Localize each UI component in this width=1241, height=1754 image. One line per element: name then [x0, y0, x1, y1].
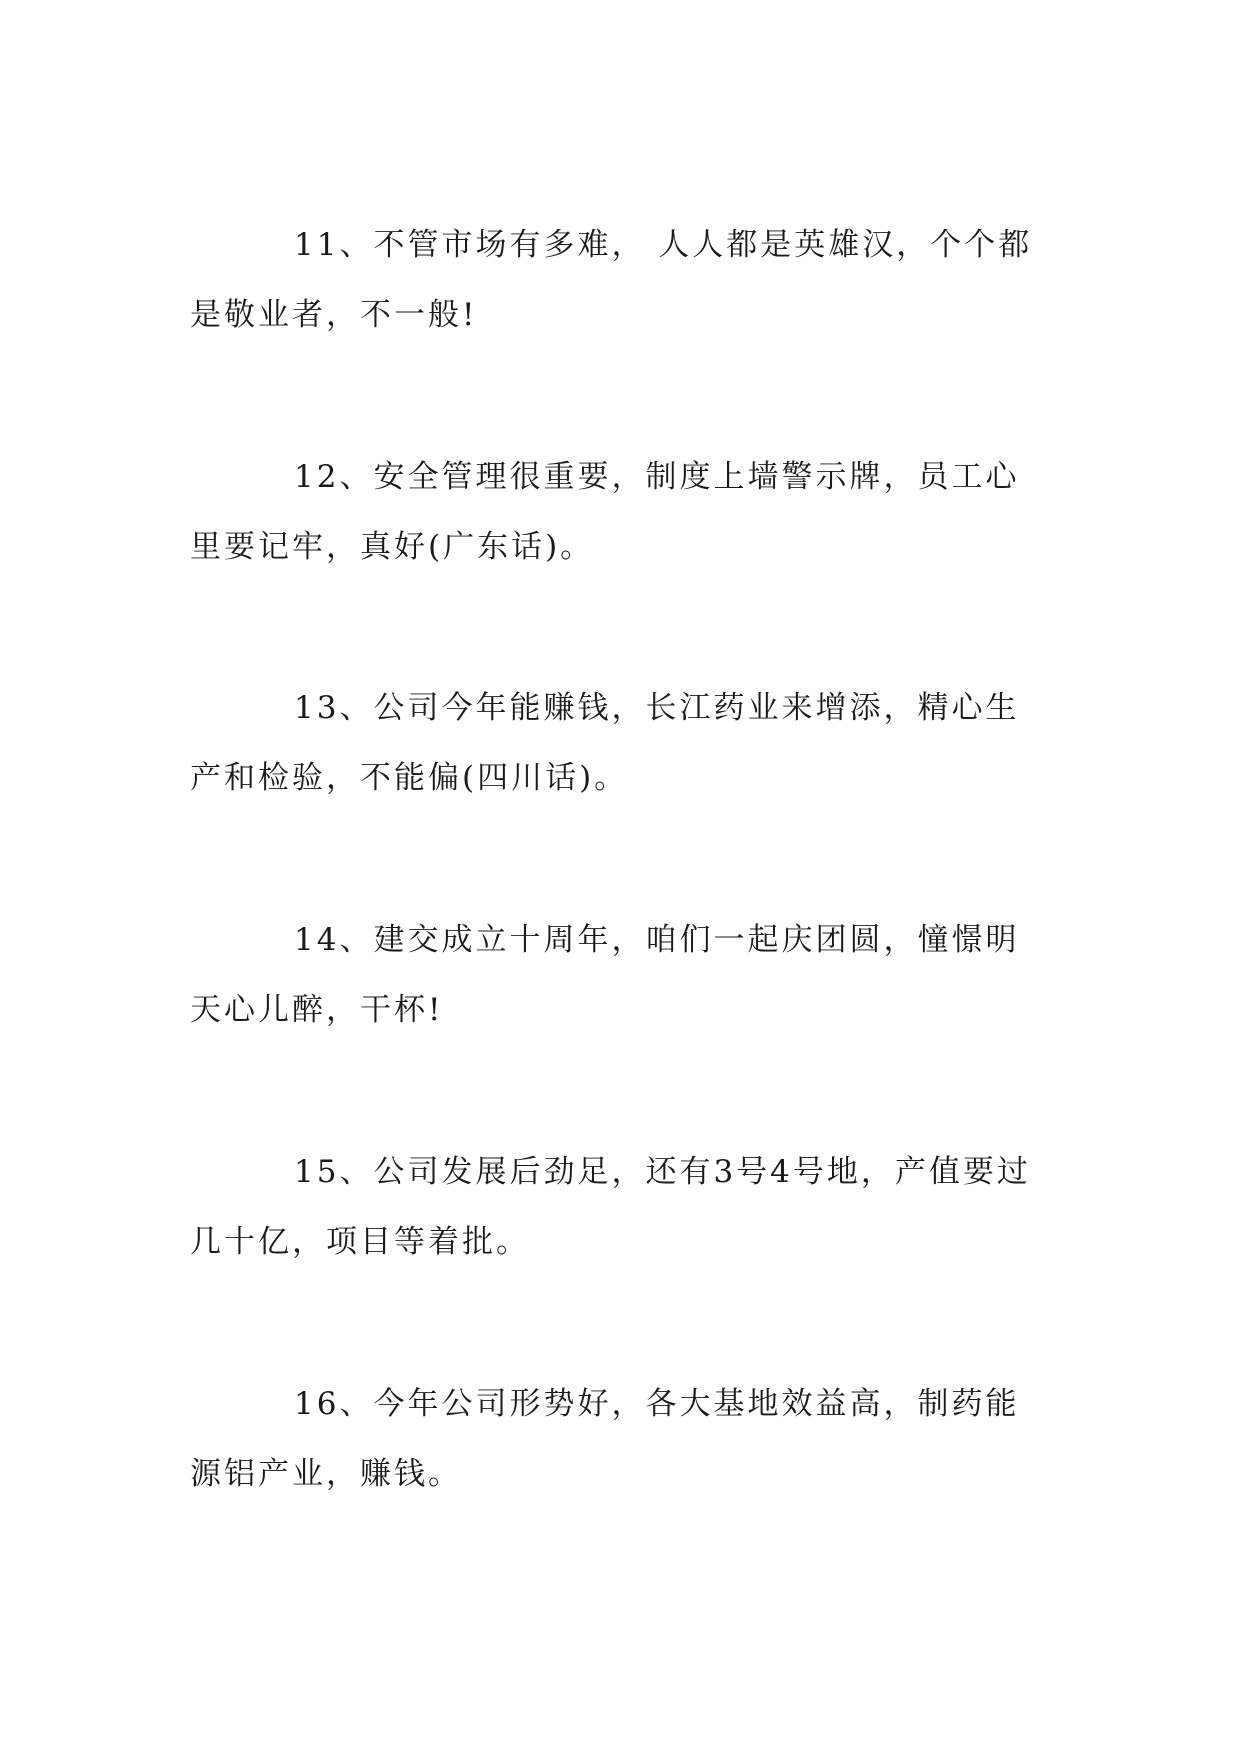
paragraph-16: 16、今年公司形势好，各大基地效益高，制药能源铝产业，赚钱。	[190, 1386, 1020, 1492]
paragraph-13: 13、公司今年能赚钱，长江药业来增添，精心生产和检验，不能偏(四川话)。	[190, 690, 1020, 796]
paragraph-14: 14、建交成立十周年，咱们一起庆团圆，憧憬明天心儿醉，干杯!	[190, 922, 1020, 1028]
paragraph-11: 11、不管市场有多难， 人人都是英雄汉，个个都是敬业者，不一般!	[190, 227, 1033, 333]
paragraph-15: 15、公司发展后劲足，还有3号4号地，产值要过几十亿，项目等着批。	[190, 1154, 1031, 1260]
paragraph-12: 12、安全管理很重要，制度上墙警示牌，员工心里要记牢，真好(广东话)。	[190, 459, 1020, 565]
